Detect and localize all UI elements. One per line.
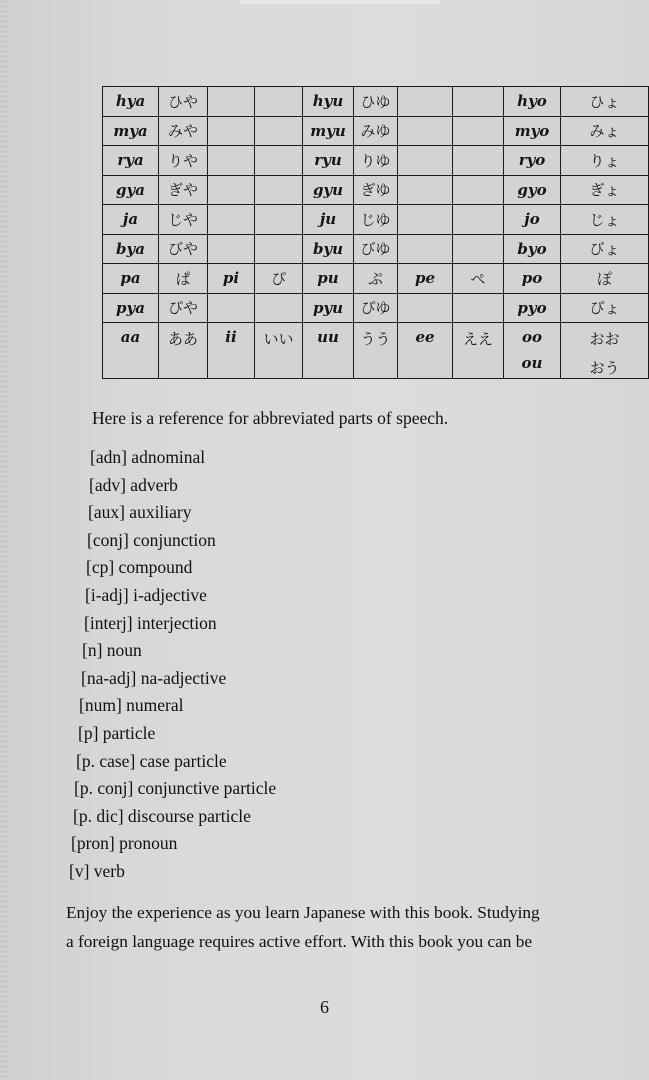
kana-cell (453, 234, 504, 264)
romaji-cell: pi (208, 264, 255, 294)
kana-cell: ええ (453, 323, 504, 379)
romaji-cell (208, 175, 255, 205)
kana-cell: ぺ (453, 264, 504, 294)
kana-cell (453, 175, 504, 205)
table-row (103, 87, 649, 117)
pos-item: [p. conj] conjunctive particle (74, 778, 277, 799)
table-row (103, 323, 649, 379)
romaji-cell: aa (103, 323, 159, 379)
romaji-cell: pa (103, 264, 159, 294)
pos-item: [i-adj] i-adjective (85, 584, 207, 605)
kana-cell: ぴ (255, 264, 303, 294)
romaji-cell (398, 87, 453, 117)
kana-romanization-table (102, 86, 649, 379)
kana-cell: うう (354, 323, 398, 379)
kana-cell: ひや (159, 87, 208, 117)
romaji-cell: gyu (303, 175, 354, 205)
pos-item: [num] numeral (79, 695, 184, 716)
kana-cell: ああ (159, 323, 208, 379)
table-row (103, 264, 649, 294)
romaji-cell: pya (103, 293, 159, 323)
kana-cell (255, 205, 303, 235)
kana-cell: りょ (561, 146, 649, 176)
pos-item: [na-adj] na-adjective (81, 667, 227, 688)
kana-cell: ぴや (159, 293, 208, 323)
romaji-cell (398, 205, 453, 235)
kana-cell: りや (159, 146, 208, 176)
romaji-cell (208, 293, 255, 323)
romaji-cell: mya (103, 116, 159, 146)
intro-text: Here is a reference for abbreviated parts of speech. (92, 408, 449, 428)
kana-cell: ぽ (561, 264, 649, 294)
pos-item: [interj] interjection (84, 612, 217, 633)
romaji-cell (208, 146, 255, 176)
romaji-cell: byu (303, 234, 354, 264)
kana-cell: ひゆ (354, 87, 398, 117)
kana-cell (255, 293, 303, 323)
kana-cell: じや (159, 205, 208, 235)
kana-cell: びや (159, 234, 208, 264)
pos-item: [p. dic] discourse particle (73, 805, 251, 826)
kana-cell: ぱ (159, 264, 208, 294)
romaji-cell (398, 116, 453, 146)
romaji-cell: gya (103, 175, 159, 205)
kana-cell: みょ (561, 116, 649, 146)
romaji-cell: uu (303, 323, 354, 379)
paragraph-line-1: Enjoy the experience as you learn Japanese with this book. Studying (66, 903, 540, 922)
kana-cell: おお おう (561, 323, 649, 379)
pos-item: [aux] auxiliary (88, 502, 192, 523)
romaji-cell (398, 175, 453, 205)
kana-cell (453, 116, 504, 146)
pos-item: [n] noun (82, 640, 142, 661)
romaji-cell: byo (504, 234, 561, 264)
kana-cell: びゆ (354, 234, 398, 264)
romaji-cell: jo (504, 205, 561, 235)
pos-item: [pron] pronoun (71, 833, 178, 854)
table-row (103, 146, 649, 176)
romaji-cell: gyo (504, 175, 561, 205)
closing-paragraph (66, 898, 649, 956)
romaji-cell: oo ou (504, 323, 561, 379)
romaji-cell: hyu (303, 87, 354, 117)
page-edge (0, 0, 8, 1080)
page-number: 6 (320, 997, 329, 1017)
kana-cell: ひょ (561, 87, 649, 117)
romaji-cell (208, 116, 255, 146)
pos-item: [v] verb (69, 860, 125, 881)
romaji-cell (398, 146, 453, 176)
romaji-cell: pe (398, 264, 453, 294)
table-row (103, 234, 649, 264)
kana-cell (453, 146, 504, 176)
romaji-cell: ii (208, 323, 255, 379)
romaji-cell (208, 87, 255, 117)
romaji-cell: bya (103, 234, 159, 264)
pos-item: [adn] adnominal (90, 447, 206, 467)
romaji-cell: ee (398, 323, 453, 379)
kana-cell: じゆ (354, 205, 398, 235)
paragraph-line-2: a foreign language requires active effort. With this book you can be (66, 932, 533, 951)
romaji-cell: hyo (504, 87, 561, 117)
pos-item: [conj] conjunction (87, 529, 216, 550)
kana-cell (453, 87, 504, 117)
kana-cell: ぎや (159, 175, 208, 205)
table-row (103, 116, 649, 146)
pos-item: [p] particle (78, 722, 156, 743)
kana-cell: みや (159, 116, 208, 146)
kana-cell: いい (255, 323, 303, 379)
kana-cell (255, 234, 303, 264)
romaji-cell: pyu (303, 293, 354, 323)
kana-cell: ぎょ (561, 175, 649, 205)
kana-cell (255, 175, 303, 205)
kana-cell (453, 293, 504, 323)
kana-cell: ぎゆ (354, 175, 398, 205)
parts-of-speech-list (68, 444, 276, 886)
kana-cell: ぷ (354, 264, 398, 294)
romaji-cell: myu (303, 116, 354, 146)
romaji-cell (208, 205, 255, 235)
romaji-cell: ryo (504, 146, 561, 176)
romaji-cell: ryu (303, 146, 354, 176)
romaji-cell: rya (103, 146, 159, 176)
pos-item: [adv] adverb (89, 474, 178, 495)
romaji-cell: po (504, 264, 561, 294)
romaji-cell (208, 234, 255, 264)
table-row (103, 205, 649, 235)
romaji-cell (398, 293, 453, 323)
romaji-cell: ja (103, 205, 159, 235)
kana-cell: びょ (561, 234, 649, 264)
table-row (103, 293, 649, 323)
page-top-shadow (240, 0, 440, 4)
romaji-cell: pyo (504, 293, 561, 323)
romaji-cell: hya (103, 87, 159, 117)
kana-cell (255, 116, 303, 146)
romaji-cell: myo (504, 116, 561, 146)
pos-item: [p. case] case particle (76, 750, 227, 771)
romaji-cell (398, 234, 453, 264)
kana-cell (255, 87, 303, 117)
romaji-cell: pu (303, 264, 354, 294)
pos-item: [cp] compound (86, 557, 193, 578)
kana-cell (453, 205, 504, 235)
kana-cell (255, 146, 303, 176)
table-row (103, 175, 649, 205)
kana-cell: ぴゆ (354, 293, 398, 323)
kana-cell: じょ (561, 205, 649, 235)
kana-cell: みゆ (354, 116, 398, 146)
romaji-cell: ju (303, 205, 354, 235)
kana-cell: りゆ (354, 146, 398, 176)
kana-cell: ぴょ (561, 293, 649, 323)
